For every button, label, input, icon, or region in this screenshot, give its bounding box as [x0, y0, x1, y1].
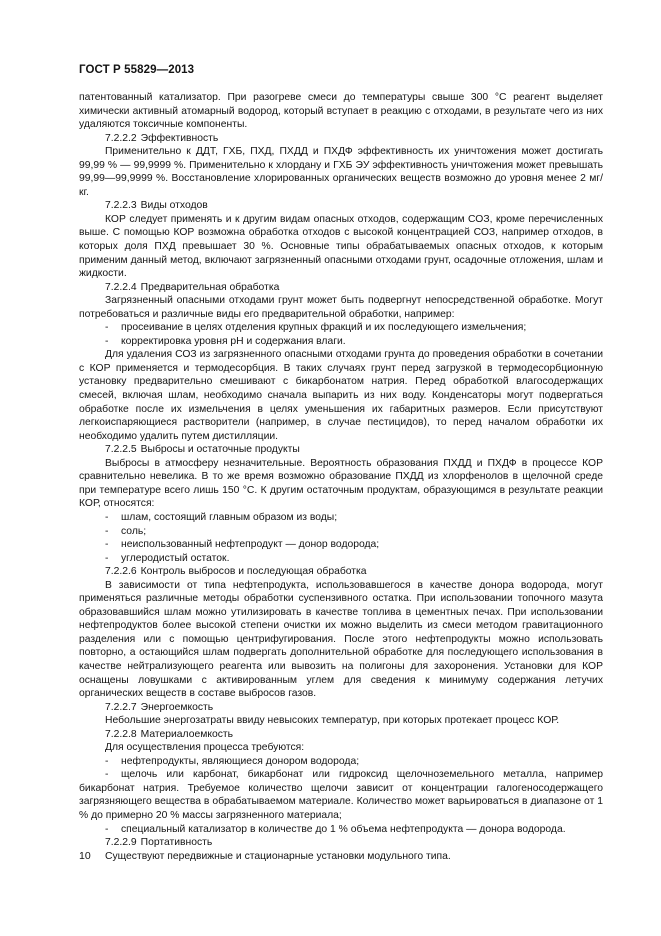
list-dash: - — [105, 322, 109, 334]
list-item-text: нефтепродукты, являющиеся донором водорода; — [121, 755, 360, 767]
page-number: 10 — [79, 850, 91, 862]
list-item — [79, 823, 603, 837]
list-dash: - — [105, 823, 109, 835]
paragraph: Применительно к ДДТ, ГХБ, ПХД, ПХДД и ПХДФ эффективность их уничтожения может достигать 99,99 % — 99,9999 %. Применительно к хлордану и ГХБ ЭУ эффективность уничтожения может превышать 99,99—99,9999 %. Восстановление хлорированных органических веществ возможно до уровня менее 2 мг/кг. — [79, 146, 603, 198]
section-number: 7.2.2.9 — [105, 837, 137, 849]
list-item — [79, 755, 603, 769]
section-heading — [79, 443, 603, 457]
list-item-text: углеродистый остаток. — [121, 552, 230, 564]
list-item-text: шлам, состоящий главным образом из воды; — [121, 511, 338, 523]
list-dash: - — [105, 769, 109, 781]
list-dash: - — [105, 539, 109, 551]
section-title: Виды отходов — [140, 200, 208, 212]
section-number: 7.2.2.5 — [105, 444, 137, 456]
paragraph: Небольшие энергозатраты ввиду невысоких температур, при которых протекает процесс КОР. — [105, 715, 560, 727]
section-title: Материалоемкость — [140, 728, 234, 740]
section-title: Эффективность — [140, 132, 219, 144]
list-dash: - — [105, 525, 109, 537]
section-heading — [79, 132, 603, 146]
list-dash: - — [105, 335, 109, 347]
list-item-text: неиспользованный нефтепродукт — донор водорода; — [121, 539, 380, 551]
list-item — [79, 321, 603, 335]
paragraph: Для осуществления процесса требуются: — [105, 742, 305, 754]
section-number: 7.2.2.3 — [105, 200, 137, 212]
list-item-text: специальный катализатор в количестве до 1 % объема нефтепродукта — донора водорода. — [121, 823, 566, 835]
section-number: 7.2.2.7 — [105, 701, 137, 713]
section-title: Выбросы и остаточные продукты — [140, 444, 300, 456]
list-dash: - — [105, 552, 109, 564]
paragraph: Для удаления СОЗ из загрязненного опасными отходами грунта до проведения обработки в сочетании с КОР применяется и термодесорбция. В таких случаях грунт перед загрузкой в термодесорбционную установку предварительно смешивают с бикарбонатом натрия. Перед обработкой влагосодержащих смесей, включая шлам, необходимо сначала выпарить из них воду. Конденсаторы могут подвергаться обработке после их измельчения в целях уменьшения их габаритных размеров. Если присутствуют легкоиспаряющиеся растворители (например, в случае пестицидов), то перед началом обработки их необходимо удалить путем дистилляции. — [79, 349, 603, 442]
list-item — [79, 335, 603, 349]
section-heading — [79, 281, 603, 295]
paragraph: Существуют передвижные и стационарные установки модульного типа. — [105, 850, 451, 862]
list-dash: - — [105, 511, 109, 523]
paragraph: патентованный катализатор. При разогреве смеси до температуры свыше 300 °С реагент выделяет химически активный атомарный водород, который вступает в реакцию с отходами, в результате чего из них удаляются токсичные компоненты. — [79, 92, 603, 131]
document-body — [79, 91, 603, 863]
section-number: 7.2.2.2 — [105, 132, 137, 144]
list-item-text: щелочь или карбонат, бикарбонат или гидроксид щелочноземельного металла, например бикарбонат натрия. Требуемое количество щелочи зависит от концентрации галогеносодержащего загрязняющего вещества в обрабатываемом материале. Количество может варьироваться в диапазоне от 1 % до примерно 20 % массы загрязненного материала; — [79, 769, 603, 821]
section-title: Портативность — [140, 837, 213, 849]
paragraph: В зависимости от типа нефтепродукта, использовавшегося в качестве донора водорода, могут применяться различные методы обработки суспензивного остатка. При использовании топочного мазута образовавшийся шлам можно утилизировать в качестве топлива в цементных печах. При использовании нефтепродуктов более высокой степени очистки их можно выделить из смеси методом гравитационного разделения или с помощью центрифугирования. После этого нефтепродукты можно использовать повторно, а остающийся шлам подвергать дополнительной обработке для последующего использования в качестве нейтрализующего реагента или вывозить на полигоны для захоронения. Установки для КОР оснащены ловушками с активированным углем для сведения к минимуму содержания летучих органических веществ в составе выбросов газов. — [79, 579, 603, 700]
section-number: 7.2.2.8 — [105, 728, 137, 740]
list-item — [79, 525, 603, 539]
section-heading — [79, 701, 603, 715]
section-title: Энергоемкость — [140, 701, 214, 713]
section-title: Предварительная обработка — [140, 281, 280, 293]
list-item-text: корректировка уровня pH и содержания влаги. — [121, 335, 346, 347]
paragraph: Выбросы в атмосферу незначительные. Вероятность образования ПХДД и ПХДФ в процессе КОР сравнительно невелика. В то же время возможно образование ПХДД из хлорфенолов в щелочной среде при температуре всего лишь 150 °С. К другим остаточным продуктам, образующимся в результате реакции КОР, относятся: — [79, 457, 603, 510]
list-item-text: соль; — [121, 525, 147, 537]
list-dash: - — [105, 755, 109, 767]
section-number: 7.2.2.4 — [105, 281, 137, 293]
section-title: Контроль выбросов и последующая обработка — [140, 566, 367, 578]
standard-header: ГОСТ Р 55829—2013 — [79, 64, 195, 76]
list-item — [79, 552, 603, 566]
list-item — [79, 768, 603, 822]
section-heading — [79, 836, 603, 850]
list-item — [79, 511, 603, 525]
paragraph: КОР следует применять и к другим видам опасных отходов, содержащим СОЗ, кроме перечисленных выше. С помощью КОР возможна обработка отходов с высокой концентрацией СОЗ, например отходов, в которых доля ПХД превышает 30 %. Основные типы обрабатываемых опасных отходов, к которым применим данный метод, включают загрязненный опасными отходами грунт, осадочные отложения, шлам и жидкости. — [79, 213, 603, 280]
section-heading — [79, 565, 603, 579]
list-item-text: просеивание в целях отделения крупных фракций и их последующего измельчения; — [121, 322, 527, 334]
section-heading — [79, 728, 603, 742]
paragraph: Загрязненный опасными отходами грунт может быть подвергнут непосредственной обработке. Могут потребоваться и различные виды его предварительной обработки, например: — [79, 295, 603, 320]
section-heading — [79, 199, 603, 213]
section-number: 7.2.2.6 — [105, 566, 137, 578]
list-item — [79, 538, 603, 552]
